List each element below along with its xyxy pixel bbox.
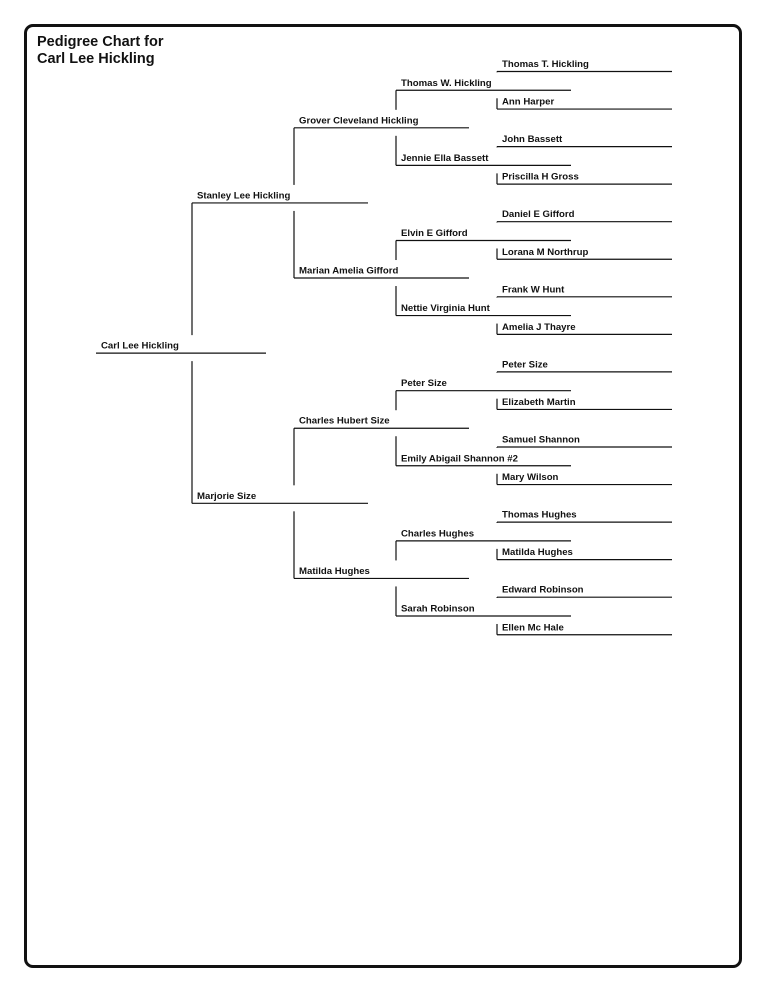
person-name-gen5-3: John Bassett	[502, 134, 563, 146]
person-name-gen3-1: Grover Cleveland Hickling	[299, 115, 419, 127]
chart-title-line-2: Carl Lee Hickling	[37, 51, 155, 67]
person-name-gen3-2: Marian Amelia Gifford	[299, 265, 399, 277]
person-name-gen5-8: Amelia J Thayre	[502, 321, 576, 333]
person-name-gen4-2: Jennie Ella Bassett	[401, 152, 489, 164]
person-name-gen5-12: Mary Wilson	[502, 472, 559, 484]
person-name-gen4-4: Nettie Virginia Hunt	[401, 303, 490, 315]
person-name-gen4-5: Peter Size	[401, 378, 447, 390]
person-name-gen2-2: Marjorie Size	[197, 490, 257, 502]
person-name-gen4-3: Elvin E Gifford	[401, 227, 468, 239]
person-name-gen2-1: Stanley Lee Hickling	[197, 190, 291, 202]
person-name-gen5-7: Frank W Hunt	[502, 284, 565, 296]
person-name-gen4-6: Emily Abigail Shannon #2	[401, 453, 518, 465]
person-name-gen1-1: Carl Lee Hickling	[101, 340, 179, 352]
person-name-gen3-3: Charles Hubert Size	[299, 415, 390, 427]
person-name-gen5-9: Peter Size	[502, 359, 548, 371]
person-name-gen4-8: Sarah Robinson	[401, 603, 475, 615]
person-name-gen5-16: Ellen Mc Hale	[502, 622, 564, 634]
person-name-gen4-7: Charles Hughes	[401, 528, 475, 540]
person-name-gen5-1: Thomas T. Hickling	[502, 59, 589, 70]
person-name-gen5-6: Lorana M Northrup	[502, 246, 589, 258]
person-name-gen5-14: Matilda Hughes	[502, 547, 573, 559]
person-name-gen5-4: Priscilla H Gross	[502, 171, 579, 183]
person-name-gen5-15: Edward Robinson	[502, 584, 584, 596]
person-name-gen3-4: Matilda Hughes	[299, 565, 370, 577]
person-name-gen4-1: Thomas W. Hickling	[401, 77, 492, 89]
person-name-gen5-5: Daniel E Gifford	[502, 209, 575, 221]
person-name-gen5-10: Elizabeth Martin	[502, 396, 576, 408]
chart-title-line-1: Pedigree Chart for	[37, 34, 164, 50]
person-name-gen5-13: Thomas Hughes	[502, 509, 577, 521]
person-name-gen5-2: Ann Harper	[502, 96, 555, 108]
person-name-gen5-11: Samuel Shannon	[502, 434, 580, 446]
